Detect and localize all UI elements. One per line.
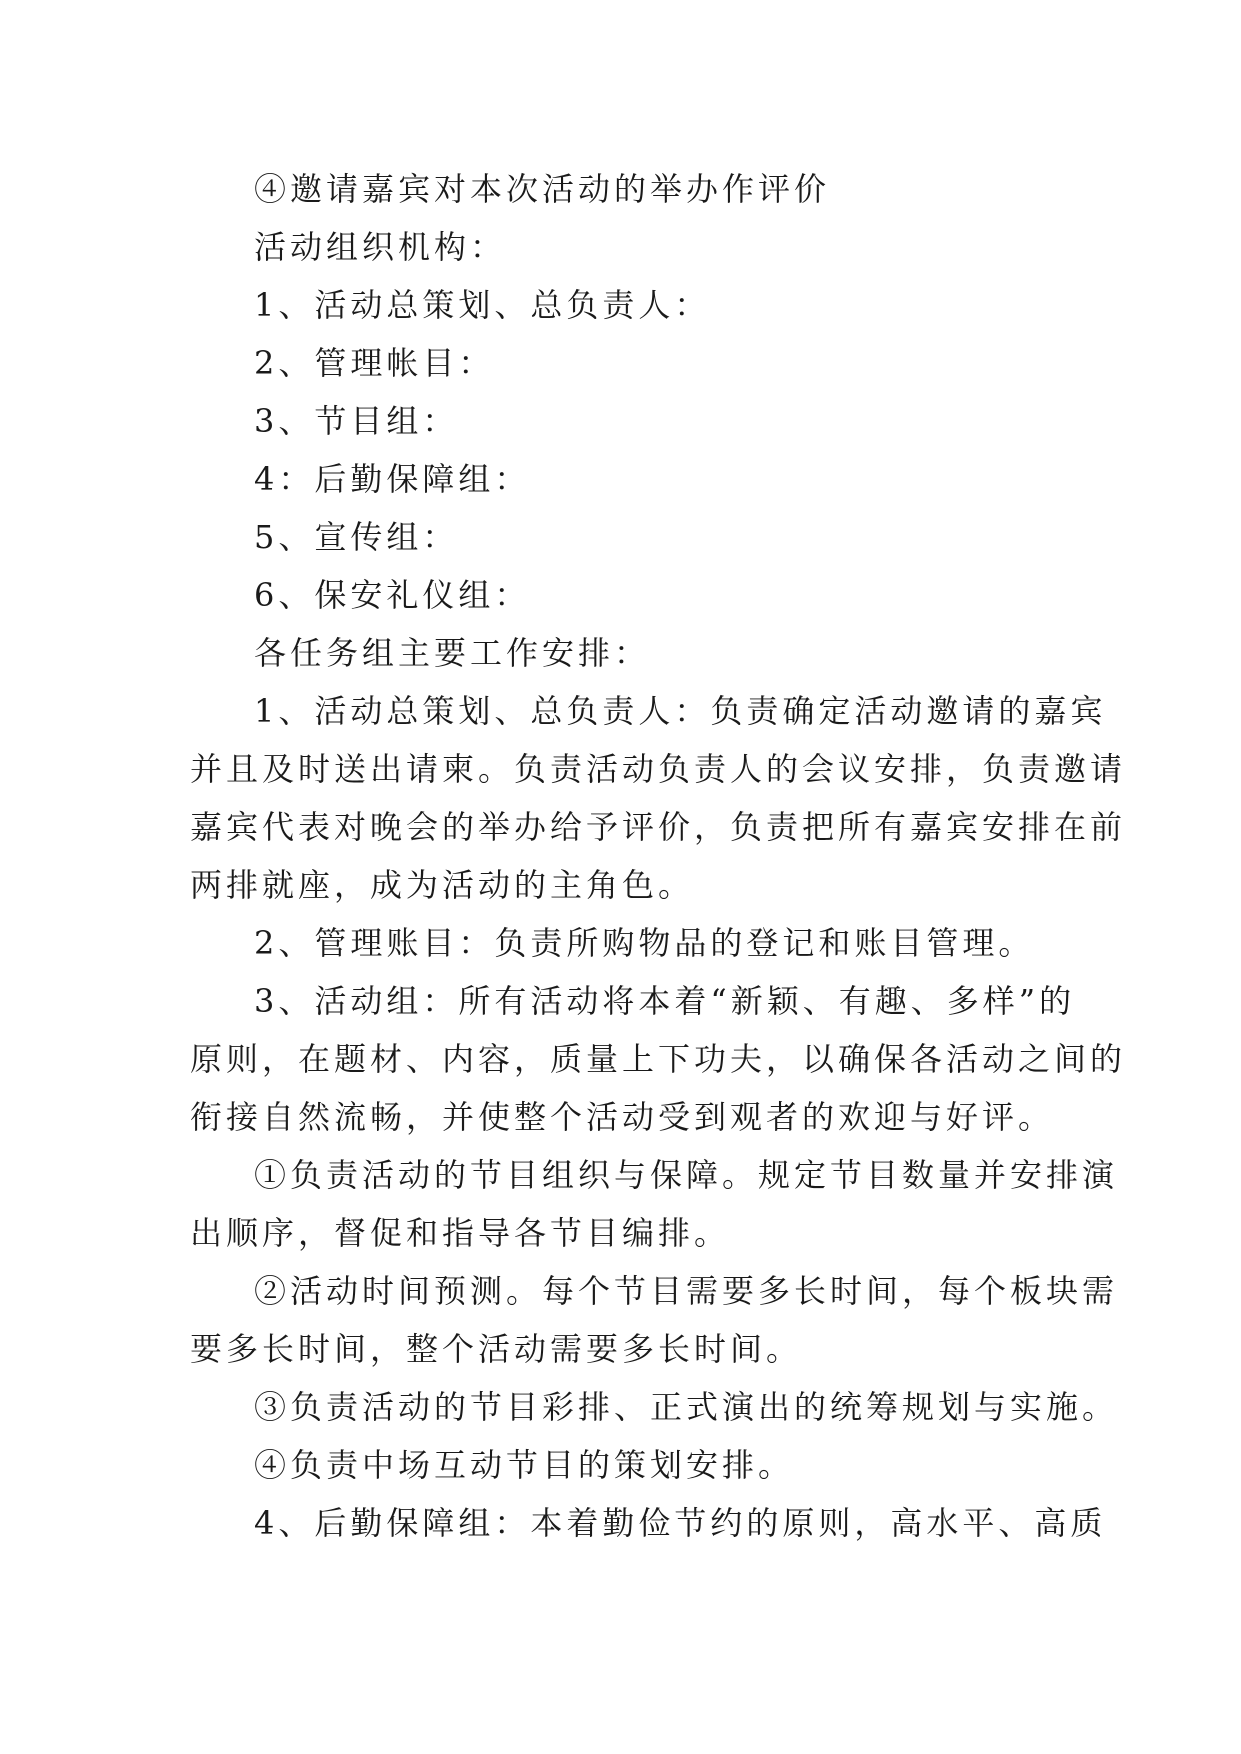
paragraph-row: ③负责活动的节目彩排、正式演出的统筹规划与实施。: [254, 1388, 1119, 1426]
org-item-3: 3、节目组：: [254, 402, 459, 440]
paragraph-row: 两排就座，成为活动的主角色。: [190, 866, 695, 904]
paragraph-row: 出顺序，督促和指导各节目编排。: [190, 1214, 731, 1252]
paragraph-row: 1、活动总策划、总负责人：负责确定活动邀请的嘉宾: [254, 692, 1107, 730]
heading-organization: 活动组织机构：: [254, 228, 507, 266]
org-item-5: 5、宣传组：: [254, 518, 459, 556]
document-page: [190, 160, 1127, 1552]
org-item-2: 2、管理帐目：: [254, 344, 495, 382]
paragraph-interactive-program: [190, 1436, 1060, 1494]
paragraph-row: 嘉宾代表对晚会的举办给予评价，负责把所有嘉宾安排在前: [190, 808, 1127, 846]
org-item-4: 4：后勤保障组：: [254, 460, 531, 498]
paragraph-row: 原则，在题材、内容，质量上下功夫，以确保各活动之间的: [190, 1040, 1127, 1078]
item-invite-guests-evaluation: ④邀请嘉宾对本次活动的举办作评价: [254, 170, 831, 208]
paragraph-row: 2、管理账目：负责所购物品的登记和账目管理。: [254, 924, 1035, 962]
paragraph-row: ④负责中场互动节目的策划安排。: [254, 1446, 795, 1484]
org-item-6: 6、保安礼仪组：: [254, 576, 531, 614]
paragraph-row: 4、后勤保障组：本着勤俭节约的原则，高水平、高质: [254, 1504, 1107, 1542]
paragraph-row: 衔接自然流畅，并使整个活动受到观者的欢迎与好评。: [190, 1098, 1055, 1136]
paragraph-chief-planner: [190, 682, 1127, 914]
paragraph-rehearsal: [190, 1378, 1119, 1436]
paragraph-logistics: [190, 1494, 1107, 1552]
paragraph-row: 3、活动组：所有活动将本着“新颖、有趣、多样”的: [254, 982, 1076, 1020]
paragraph-time-estimate: [190, 1262, 1119, 1378]
paragraph-accounts: [190, 914, 1060, 972]
heading-task-arrangement: 各任务组主要工作安排：: [254, 634, 651, 672]
paragraph-row: 并且及时送出请柬。负责活动负责人的会议安排，负责邀请: [190, 750, 1127, 788]
paragraph-activity-group: [190, 972, 1127, 1146]
org-item-1: 1、活动总策划、总负责人：: [254, 286, 711, 324]
paragraph-row: ②活动时间预测。每个节目需要多长时间，每个板块需: [254, 1272, 1119, 1310]
paragraph-program-organization: [190, 1146, 1119, 1262]
paragraph-row: ①负责活动的节目组织与保障。规定节目数量并安排演: [254, 1156, 1119, 1194]
paragraph-row: 要多长时间，整个活动需要多长时间。: [190, 1330, 803, 1368]
